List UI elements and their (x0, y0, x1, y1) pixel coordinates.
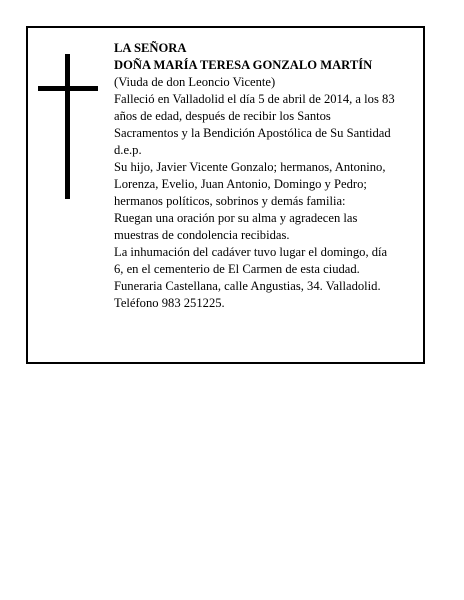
notice-line: Lorenza, Evelio, Juan Antonio, Domingo y Pedro; (114, 177, 367, 191)
notice-line: 6, en el cementerio de El Carmen de esta ciudad. (114, 262, 360, 276)
deceased-name: DOÑA MARÍA TERESA GONZALO MARTÍN (114, 58, 373, 72)
notice-line: Teléfono 983 251225. (114, 296, 225, 310)
notice-line: La inhumación del cadáver tuvo lugar el domingo, día (114, 245, 388, 259)
notice-line: Funeraria Castellana, calle Angustias, 34. Valladolid. (114, 279, 381, 293)
notice-text (114, 40, 414, 312)
cross-horizontal-bar (38, 86, 98, 91)
notice-line: Sacramentos y la Bendición Apostólica de Su Santidad (114, 126, 391, 140)
obituary-notice (26, 26, 425, 364)
cross-vertical-bar (65, 54, 70, 199)
notice-line: Su hijo, Javier Vicente Gonzalo; hermanos, Antonino, (114, 160, 386, 174)
notice-line: Ruegan una oración por su alma y agradecen las (114, 211, 358, 225)
notice-subtitle: (Viuda de don Leoncio Vicente) (114, 75, 276, 89)
notice-line: Falleció en Valladolid el día 5 de abril de 2014, a los 83 (114, 92, 395, 106)
notice-line: años de edad, después de recibir los Santos (114, 109, 331, 123)
notice-line: hermanos políticos, sobrinos y demás familia: (114, 194, 346, 208)
notice-title: LA SEÑORA (114, 41, 187, 55)
cross-icon (38, 54, 98, 199)
notice-line: d.e.p. (114, 143, 142, 157)
notice-line: muestras de condolencia recibidas. (114, 228, 290, 242)
